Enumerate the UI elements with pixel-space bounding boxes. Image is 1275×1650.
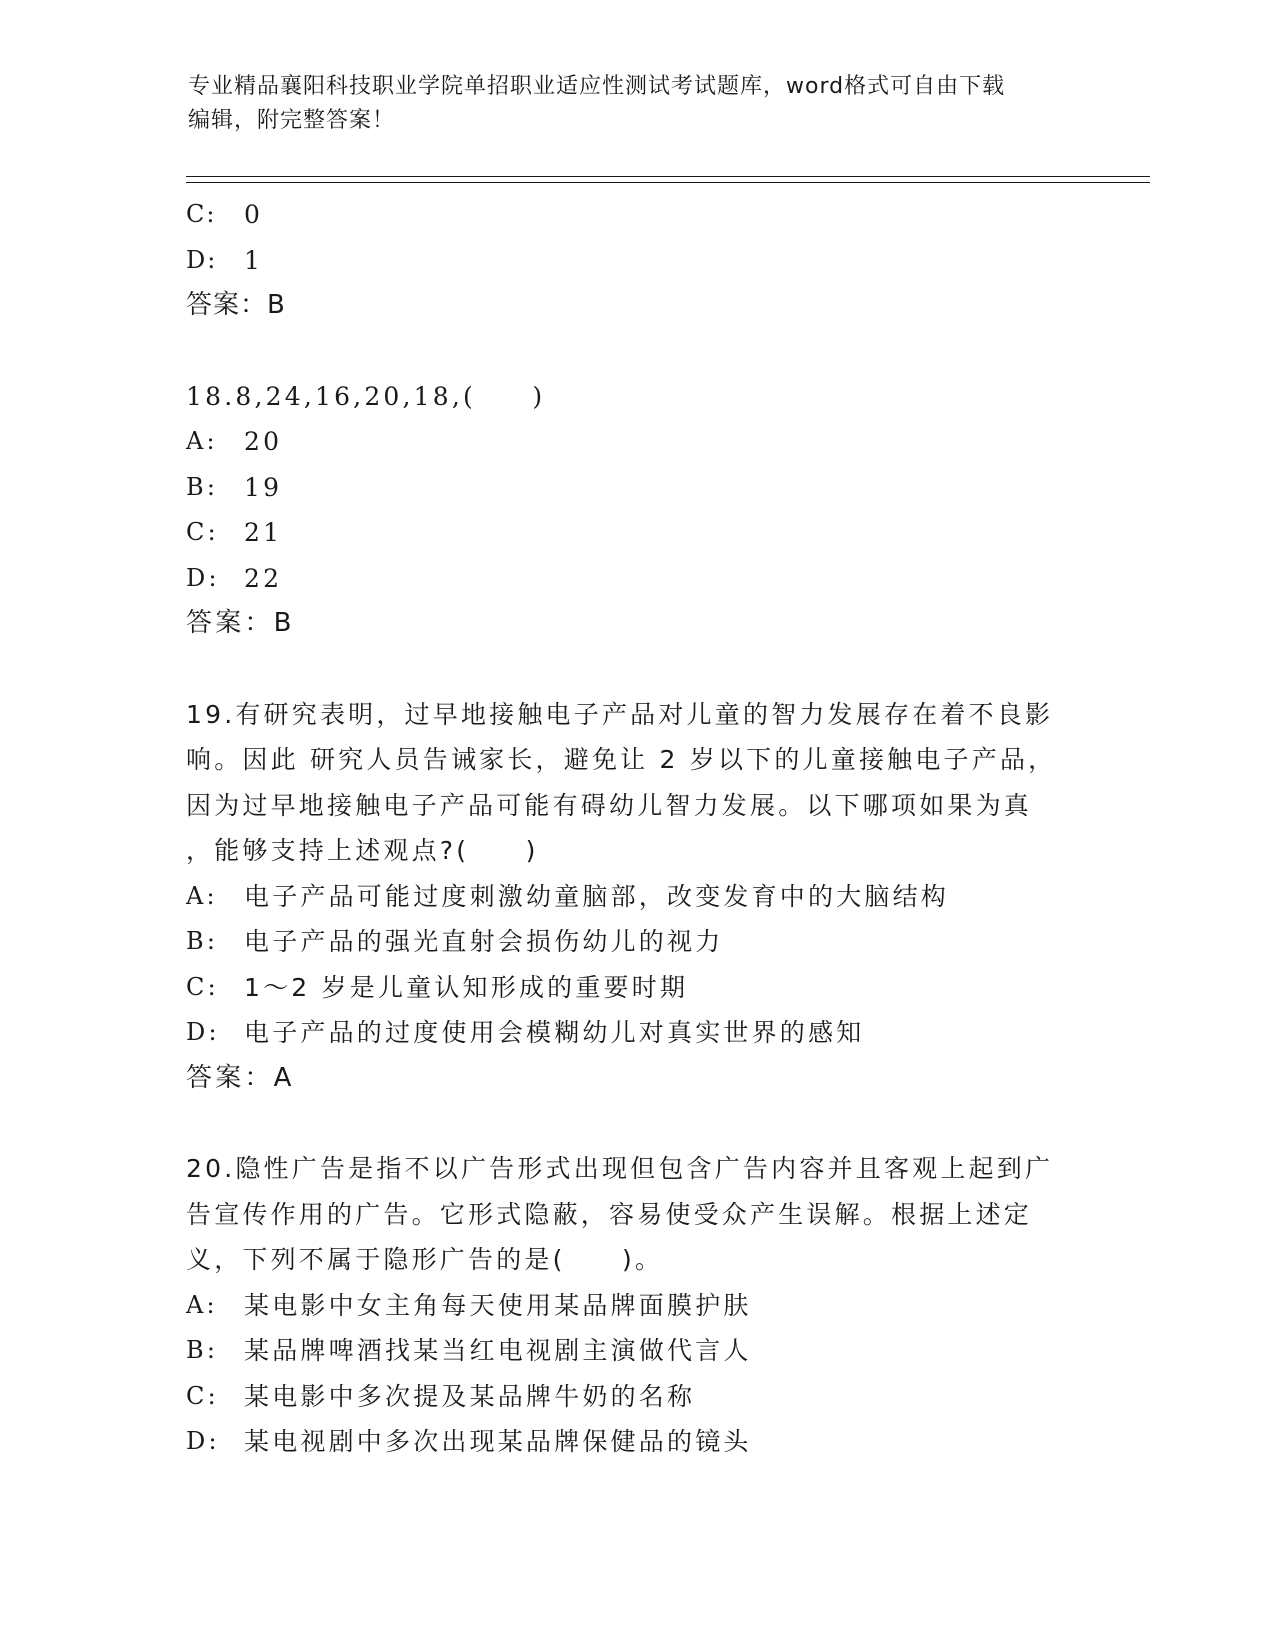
answer-label: 答案： bbox=[186, 1062, 274, 1093]
page-header bbox=[188, 70, 1068, 138]
option-d bbox=[186, 1419, 1086, 1465]
option-b bbox=[186, 465, 1086, 511]
answer-line bbox=[186, 283, 1086, 329]
option-letter: A: bbox=[186, 881, 218, 910]
question-stem-line: 响。因此 研究人员告诫家长，避免让 2 岁以下的儿童接触电子产品， bbox=[186, 745, 1057, 774]
header-rule-bottom bbox=[186, 182, 1150, 183]
option-d bbox=[186, 1010, 1086, 1056]
question-20 bbox=[186, 1146, 1086, 1465]
answer-value: B bbox=[273, 608, 295, 638]
option-letter: B: bbox=[186, 927, 219, 955]
question-stem-line: 告宣传作用的广告。它形式隐蔽，容易使受众产生误解。根据上述定 bbox=[186, 1199, 1033, 1229]
option-text: 某电视剧中多次出现某品牌保健品的镜头 bbox=[244, 1427, 752, 1456]
option-letter: A: bbox=[186, 1290, 218, 1319]
question-17 bbox=[186, 192, 1086, 329]
option-letter: B: bbox=[186, 1336, 219, 1364]
option-c bbox=[186, 965, 1086, 1011]
option-d bbox=[186, 556, 1086, 602]
option-letter: D: bbox=[186, 245, 218, 274]
question-stem-line: 因为过早地接触电子产品可能有碍幼儿智力发展。以下哪项如果为真 bbox=[186, 790, 1033, 820]
option-a bbox=[186, 419, 1086, 465]
option-text: 电子产品可能过度刺激幼童脑部，改变发育中的大脑结构 bbox=[244, 881, 950, 911]
question-19 bbox=[186, 692, 1086, 1102]
option-c bbox=[186, 192, 1086, 238]
question-stem-line: 20.隐性广告是指不以广告形式出现但包含广告内容并且客观上起到广 bbox=[186, 1154, 1054, 1183]
question-stem-line: ，能够支持上述观点?( ) bbox=[186, 836, 539, 865]
option-a bbox=[186, 874, 1086, 920]
option-letter: C: bbox=[186, 1381, 219, 1410]
answer-line bbox=[186, 601, 1086, 647]
option-text: 19 bbox=[244, 472, 283, 502]
option-letter: C: bbox=[186, 518, 219, 546]
option-text: 某电影中女主角每天使用某品牌面膜护肤 bbox=[244, 1290, 752, 1320]
option-letter: D: bbox=[186, 1427, 220, 1455]
option-text: 21 bbox=[244, 518, 283, 547]
option-letter: C: bbox=[186, 972, 219, 1001]
option-text: 某品牌啤酒找某当红电视剧主演做代言人 bbox=[244, 1336, 752, 1365]
option-b bbox=[186, 919, 1086, 965]
option-letter: D: bbox=[186, 563, 220, 592]
question-stem-line: 19.有研究表明，过早地接触电子产品对儿童的智力发展存在着不良影 bbox=[186, 699, 1054, 729]
option-d bbox=[186, 238, 1086, 284]
question-content bbox=[186, 192, 1086, 1465]
answer-label: 答案： bbox=[186, 608, 274, 638]
option-text: 电子产品的过度使用会模糊幼儿对真实世界的感知 bbox=[244, 1018, 865, 1047]
question-stem-line: 义，下列不属于隐形广告的是( )。 bbox=[186, 1245, 664, 1274]
option-letter: D: bbox=[186, 1018, 220, 1046]
option-letter: B: bbox=[186, 472, 219, 501]
option-b bbox=[186, 1328, 1086, 1374]
option-text: 0 bbox=[244, 200, 262, 229]
answer-value: A bbox=[273, 1062, 295, 1093]
header-line-1: 专业精品襄阳科技职业学院单招职业适应性测试考试题库，word格式可自由下载 bbox=[188, 74, 1006, 99]
answer-line bbox=[186, 1056, 1086, 1102]
header-line-2: 编辑，附完整答案！ bbox=[188, 108, 396, 133]
option-text: 电子产品的强光直射会损伤幼儿的视力 bbox=[244, 927, 724, 956]
question-18 bbox=[186, 374, 1086, 647]
answer-value: B bbox=[267, 290, 286, 320]
answer-label: 答案： bbox=[186, 290, 268, 320]
option-c bbox=[186, 510, 1086, 556]
option-text: 1 bbox=[244, 245, 262, 275]
option-text: 1～2 岁是儿童认知形成的重要时期 bbox=[244, 972, 689, 1002]
option-letter: A: bbox=[186, 427, 218, 455]
option-letter: C: bbox=[186, 200, 217, 228]
option-c bbox=[186, 1374, 1086, 1420]
option-text: 某电影中多次提及某品牌牛奶的名称 bbox=[244, 1381, 696, 1411]
question-stem-line: 18.8,24,16,20,18,( ) bbox=[186, 381, 546, 411]
header-rule-top bbox=[186, 176, 1150, 177]
option-text: 22 bbox=[244, 563, 283, 593]
option-a bbox=[186, 1283, 1086, 1329]
option-text: 20 bbox=[244, 427, 283, 456]
